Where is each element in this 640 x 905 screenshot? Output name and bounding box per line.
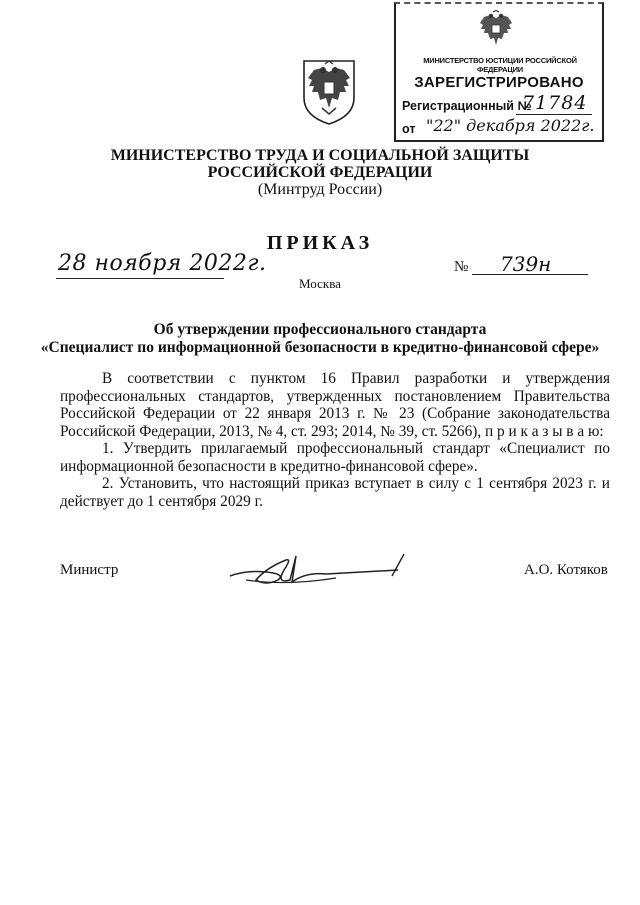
order-number: 739н [500, 252, 552, 276]
ministry-name-line2: РОССИЙСКОЙ ФЕДЕРАЦИИ [207, 164, 433, 181]
document-title: ПРИКАЗ [266, 232, 374, 254]
stamp-registered-label: ЗАРЕГИСТРИРОВАНО [414, 74, 584, 91]
signatory-name: А.О. Котяков [524, 562, 608, 578]
stamp-date-label: от [402, 122, 416, 136]
stamp-ministry-label: МИНИСТЕРСТВО ЮСТИЦИИ РОССИЙСКОЙ ФЕДЕРАЦИИ [423, 56, 577, 74]
stamp-number-underline [516, 114, 592, 115]
order-date: 28 ноября 2022г. [58, 251, 267, 276]
order-body [60, 370, 610, 510]
ministry-name-line1: МИНИСТЕРСТВО ТРУДА И СОЦИАЛЬНОЙ ЗАЩИТЫ [110, 147, 530, 164]
coat-of-arms-emblem [300, 58, 358, 126]
stamp-date-value: "22" декабря 2022г. [426, 116, 595, 135]
intro-paragraph: В соответствии с пунктом 16 Правил разработки и утверждения профессиональных стандартов, утвержденных постановлением Правительства Российской Федерации от 22 января 2013 г. № 23 (Собрание законодательства Российской Федерации, 2013, № 4, ст. 293; 2014, № 39, ст. 5266), п р и к а з ы в а ю: [60, 370, 610, 440]
order-item-2: 2. Установить, что настоящий приказ вступает в силу с 1 сентября 2023 г. и действует до 1 сентября 2029 г. [60, 475, 610, 510]
stamp-number-value: 71784 [522, 92, 588, 114]
city: Москва [299, 276, 341, 291]
subject-line2: «Специалист по информационной безопасности в кредитно-финансовой сфере» [40, 339, 600, 356]
ministry-short-name: (Минтруд России) [257, 181, 383, 198]
order-item-1: 1. Утвердить прилагаемый профессиональный стандарт «Специалист по информационной безопасности в кредитно-финансовой сфере». [60, 440, 610, 475]
subject-line1: Об утверждении профессионального стандарта [153, 321, 487, 338]
signatory-title: Министр [60, 562, 119, 578]
order-number-underline [472, 274, 588, 275]
registration-stamp [394, 2, 604, 142]
stamp-emblem-icon [476, 10, 516, 54]
handwritten-signature [226, 550, 416, 594]
stamp-number-label: Регистрационный № [402, 99, 532, 113]
order-number-sign: № [454, 259, 469, 275]
